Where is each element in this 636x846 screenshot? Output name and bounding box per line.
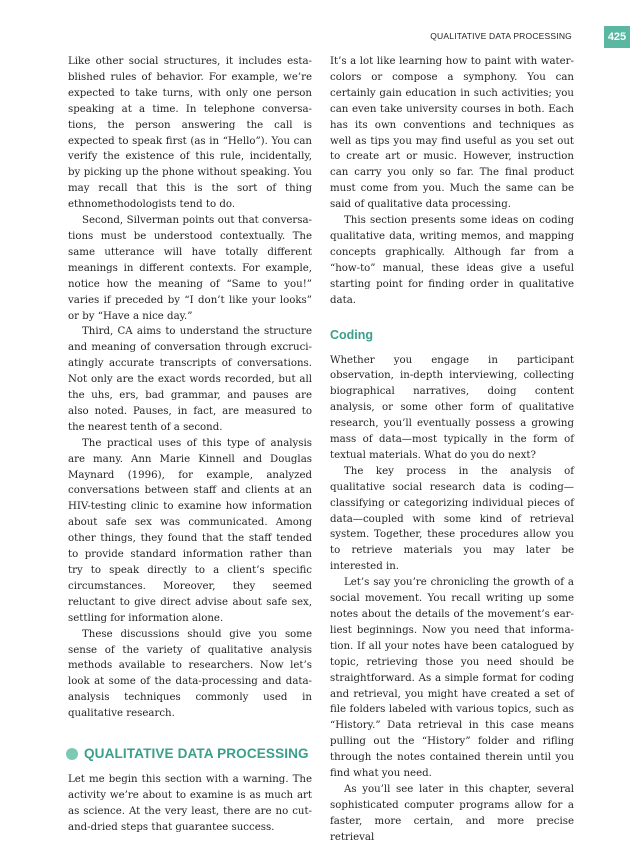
bullet-icon <box>66 748 78 760</box>
running-title: QUALITATIVE DATA PROCESSING <box>430 31 572 41</box>
right-column <box>330 54 574 846</box>
left-column <box>68 54 312 836</box>
page-number: 425 <box>604 26 630 48</box>
subsection-heading: Coding <box>330 327 374 342</box>
section-heading-text: QUALITATIVE DATA PROCESSING <box>84 746 309 762</box>
paragraph: As you’ll see later in this chapter, several sophisticated computer programs allow for a faster, more certain, and more precise retrieval <box>330 783 574 843</box>
paragraph: Let me begin this section with a warning. The activity we’re about to examine is as much art as science. At the very least, there are no cut-and-dried steps that guarantee success. <box>68 774 312 833</box>
section-heading <box>66 746 312 762</box>
paragraph: This section presents some ideas on coding qualitative data, writing memos, and mapping concepts graphically. Although far from a “how-to” manual, these ideas give a useful starting point for finding order in qualitative data. <box>330 215 574 306</box>
paragraph: Let’s say you’re chronicling the growth of a social movement. You recall writing up some notes about the details of the movement’s earliest beginnings. Now you need that information. If all your notes have been catalogued by topic, retrieving those you need should be straightforward. As a simple format for coding and retrieval, you might have created a set of file folders labeled with various topics, such as “History.” Data retrieval in this case means pulling out the “History” folder and rifling through the notes contained therein until you find what you need. <box>330 577 574 780</box>
paragraph: Like other social structures, it includes established rules of behavior. For example, we’re expected to take turns, with only one person speaking at a time. In telephone conversations, the person answering the call is expected to speak first (as in “Hello”). You can verify the existence of this rule, incidentally, by picking up the phone without speaking. You may recall that this is the sort of thing ethnomethodologists tend to do. <box>68 56 312 211</box>
paragraph: These discussions should give you some sense of the variety of qualitative analysis methods available to researchers. Now let’s look at some of the data-processing and data-analysis techniques commonly used in qualitative research. <box>68 628 312 720</box>
running-head <box>0 26 636 48</box>
paragraph: Third, CA aims to understand the structure and meaning of conversation through excruciatingly accurate transcripts of conversations. Not only are the exact words recorded, but all the uhs, ers, bad grammar, and pauses are also noted. Pauses, in fact, are measured to the nearest tenth of a second. <box>68 326 312 433</box>
paragraph: The practical uses of this type of analysis are many. Ann Marie Kinnell and Douglas Maynard (1996), for example, analyzed conversations between staff and clients at an HIV-testing clinic to examine how information about safe sex was communicated. Among other things, they found that the staff tended to provide standard information rather than try to speak directly to a client’s specific circumstances. Moreover, they seemed reluctant to give direct advise about safe sex, settling for information alone. <box>68 437 312 624</box>
paragraph: Second, Silverman points out that conversations must be understood contextually. The same utterance will have totally different meanings in different contexts. For example, notice how the meaning of “Same to you!” varies if preceded by “I don’t like your looks” or by “Have a nice day.” <box>68 215 312 322</box>
paragraph: It’s a lot like learning how to paint with watercolors or compose a symphony. You can certainly gain education in such activities; you can even take university courses in both. Each has its own conventions and techniques as well as tips you may find useful as you set out to create art or music. However, instruction can carry you only so far. The final product must come from you. Much the same can be said of qualitative data processing. <box>330 56 574 211</box>
paragraph: Whether you engage in participant observation, in-depth interviewing, collecting biographical narratives, doing content analysis, or some other form of qualitative research, you’ll eventually possess a growing mass of data—most typically in the form of textual materials. What do you do next? <box>330 354 574 461</box>
paragraph: The key process in the analysis of qualitative social research data is coding—classifying or categorizing individual pieces of data—coupled with some kind of retrieval system. Together, these procedures allow you to retrieve materials you may later be interested in. <box>330 465 574 573</box>
